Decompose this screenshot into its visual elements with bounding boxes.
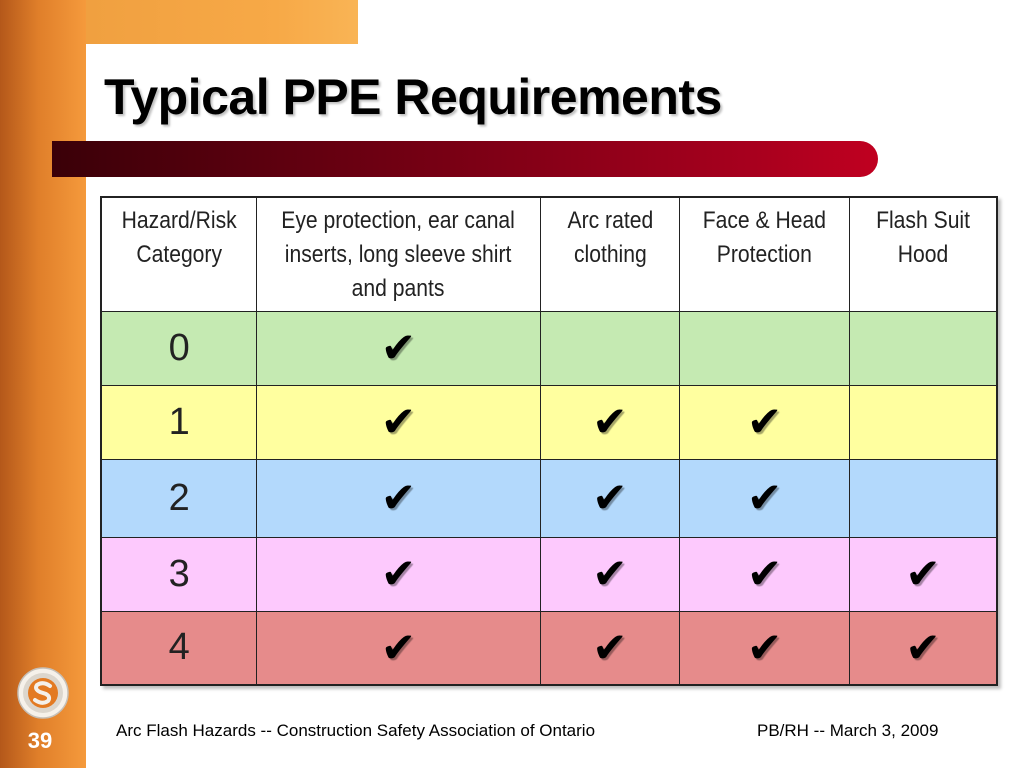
checkmark-icon: ✔ [380, 323, 417, 372]
footer-organization: Arc Flash Hazards -- Construction Safety Association of Ontario [116, 721, 596, 740]
requirement-cell [257, 311, 540, 385]
header-eye-protection: Eye protection, ear canal inserts, long sleeve shirt and pants [257, 197, 540, 311]
requirement-cell [849, 459, 997, 537]
requirement-cell [257, 611, 540, 685]
slide-number: 39 [27, 728, 53, 753]
checkmark-icon: ✔ [746, 622, 783, 672]
table-row [101, 459, 997, 537]
category-cell: 3 [101, 537, 257, 611]
requirement-cell [540, 311, 680, 385]
left-orange-band [0, 0, 86, 768]
category-cell: 4 [101, 611, 257, 685]
requirement-cell [257, 385, 540, 459]
requirement-cell [540, 537, 680, 611]
requirement-cell [680, 385, 850, 459]
requirement-cell [257, 459, 540, 537]
checkmark-icon: ✔ [746, 473, 783, 522]
checkmark-icon: ✔ [905, 622, 941, 672]
category-cell: 1 [101, 385, 257, 459]
checkmark-icon: ✔ [746, 397, 783, 446]
header-face-head-protection: Face & Head Protection [680, 197, 850, 311]
checkmark-icon: ✔ [746, 549, 783, 598]
checkmark-icon: ✔ [380, 397, 417, 446]
footer-date: PB/RH -- March 3, 2009 [757, 721, 939, 740]
checkmark-icon: ✔ [592, 549, 628, 598]
table-row [101, 537, 997, 611]
requirement-cell [257, 537, 540, 611]
requirement-cell [680, 611, 850, 685]
ppe-table-body [101, 311, 997, 685]
table-row [101, 385, 997, 459]
ppe-table [100, 196, 998, 686]
header-arc-rated-clothing: Arc rated clothing [540, 197, 680, 311]
checkmark-icon: ✔ [380, 473, 417, 522]
checkmark-icon: ✔ [592, 622, 628, 672]
requirement-cell [849, 611, 997, 685]
checkmark-icon: ✔ [592, 473, 628, 522]
top-orange-band [86, 0, 358, 44]
checkmark-icon: ✔ [380, 549, 417, 598]
checkmark-icon: ✔ [380, 622, 417, 672]
requirement-cell [849, 537, 997, 611]
header-flash-suit-hood: Flash Suit Hood [849, 197, 997, 311]
table-header-row [101, 197, 997, 311]
category-cell: 0 [101, 311, 257, 385]
requirement-cell [540, 611, 680, 685]
requirement-cell [540, 459, 680, 537]
csao-logo-icon [16, 666, 70, 720]
table-row [101, 311, 997, 385]
requirement-cell [849, 311, 997, 385]
requirement-cell [680, 537, 850, 611]
table-row [101, 611, 997, 685]
checkmark-icon: ✔ [905, 549, 941, 598]
category-cell: 2 [101, 459, 257, 537]
slide-title: Typical PPE Requirements [104, 69, 722, 125]
header-hazard-risk-category: Hazard/Risk Category [101, 197, 257, 311]
requirement-cell [680, 311, 850, 385]
requirement-cell [849, 385, 997, 459]
checkmark-icon: ✔ [592, 397, 628, 446]
requirement-cell [540, 385, 680, 459]
requirement-cell [680, 459, 850, 537]
title-underline-bar [52, 141, 878, 177]
